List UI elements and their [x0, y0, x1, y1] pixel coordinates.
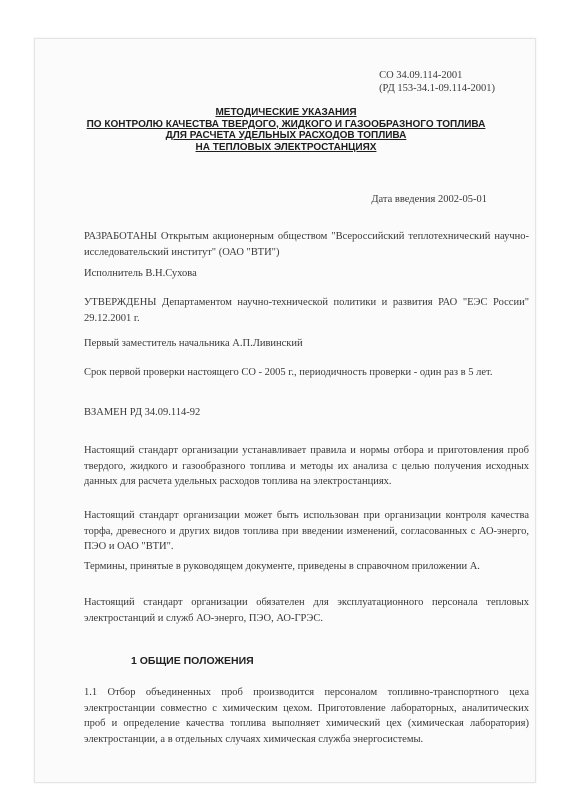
document-code-line2: (РД 153-34.1-09.114-2001) [379, 83, 495, 94]
deputy-line: Первый заместитель начальника А.П.Ливинский [84, 338, 303, 349]
document-code-line1: СО 34.09.114-2001 [379, 70, 463, 81]
intro-date: Дата введения 2002-05-01 [371, 194, 487, 205]
document-page [34, 38, 536, 783]
document-code [379, 69, 495, 95]
title-line: ПО КОНТРОЛЮ КАЧЕСТВА ТВЕРДОГО, ЖИДКОГО И ГАЗООБРАЗНОГО ТОПЛИВА [86, 118, 486, 130]
paragraph-usage: Настоящий стандарт организации может быть использован при организации контроля качества торфа, древесного и других видов топлива при введении изменений, согласованных с АО-энерго, ПЭО и ОАО "ВТИ". [84, 510, 529, 552]
title-line: ДЛЯ РАСЧЕТА УДЕЛЬНЫХ РАСХОДОВ ТОПЛИВА [165, 130, 407, 141]
developed-paragraph: РАЗРАБОТАНЫ Открытым акционерным обществом "Всероссийский теплотехнический научно-исследовательский институт" (ОАО "ВТИ") [84, 231, 529, 258]
title-line: МЕТОДИЧЕСКИЕ УКАЗАНИЯ [215, 107, 357, 118]
executor-line: Исполнитель В.Н.Сухова [84, 268, 197, 279]
title-line: НА ТЕПЛОВЫХ ЭЛЕКТРОСТАНЦИЯХ [195, 141, 377, 153]
paragraph-terms: Термины, принятые в руководящем документе, приведены в справочном приложении А. [84, 561, 480, 572]
first-check-paragraph: Срок первой проверки настоящего СО - 2005 г., периодичность проверки - один раз в 5 лет. [84, 367, 493, 378]
approved-paragraph: УТВЕРЖДЕНЫ Департаментом научно-технической политики и развития РАО "ЕЭС России" 29.12.2001 г. [84, 297, 529, 324]
section-heading: 1 ОБЩИЕ ПОЛОЖЕНИЯ [131, 655, 254, 667]
paragraph-scope: Настоящий стандарт организации устанавливает правила и нормы отбора и приготовления проб твердого, жидкого и газообразного топлива и методы их анализа с целью получения исходных данных для расчета удельных расходов топлива на электростанциях. [84, 445, 529, 487]
document-title [65, 107, 507, 153]
paragraph-1-1: 1.1 Отбор объединенных проб производится персоналом топливно-транспортного цеха электростанции совместно с химическим цехом. Приготовление лабораторных, аналитических проб и определение качества топлива выполняет химический цех (химическая лаборатория) электростанции, а в отдельных случаях химическая служба энергосистемы. [84, 687, 529, 745]
replaces-line: ВЗАМЕН РД 34.09.114-92 [84, 407, 201, 418]
paragraph-mandatory: Настоящий стандарт организации обязателен для эксплуатационного персонала тепловых электростанций и служб АО-энерго, ПЭО, АО-ГРЭС. [84, 597, 529, 624]
